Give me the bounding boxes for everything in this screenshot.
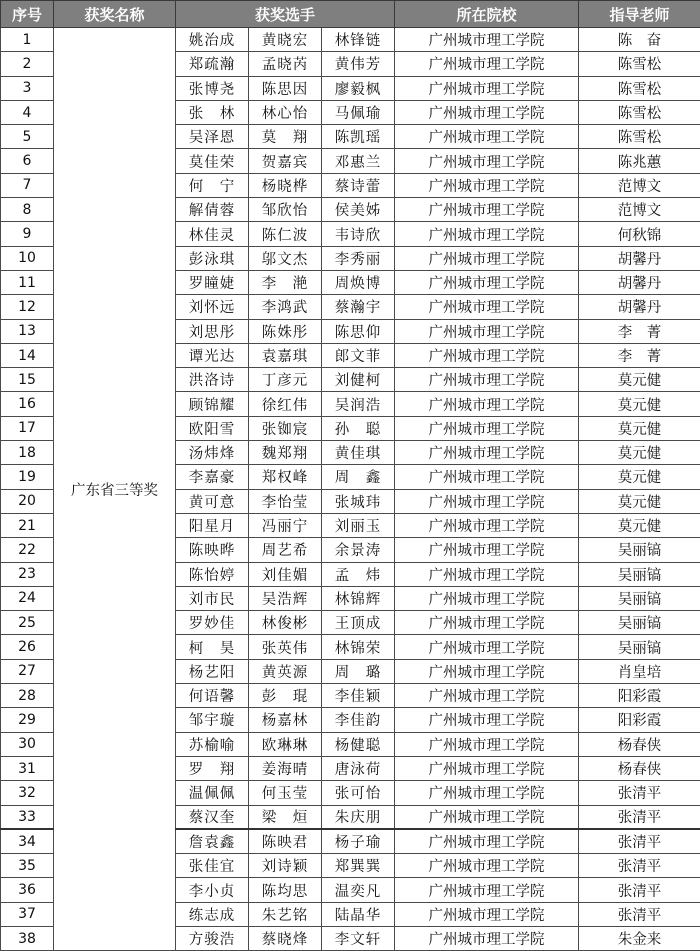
teacher-cell: 陈兆蕙 xyxy=(579,149,700,173)
player-3: 陈凯瑶 xyxy=(322,125,395,149)
player-1: 刘思彤 xyxy=(176,319,249,343)
player-2: 何玉莹 xyxy=(249,781,322,805)
player-2: 吴浩辉 xyxy=(249,586,322,610)
header-players: 获奖选手 xyxy=(176,1,395,28)
school-cell: 广州城市理工学院 xyxy=(395,781,579,805)
row-number: 33 xyxy=(1,805,54,829)
teacher-cell: 陈雪松 xyxy=(579,76,700,100)
player-2: 邬文杰 xyxy=(249,246,322,270)
player-3: 周焕博 xyxy=(322,270,395,294)
row-number: 9 xyxy=(1,222,54,246)
school-cell: 广州城市理工学院 xyxy=(395,829,579,853)
player-2: 杨嘉林 xyxy=(249,708,322,732)
teacher-cell: 范博文 xyxy=(579,198,700,222)
row-number: 15 xyxy=(1,368,54,392)
player-3: 林锦荣 xyxy=(322,635,395,659)
teacher-cell: 吴丽镐 xyxy=(579,562,700,586)
player-2: 彭 琨 xyxy=(249,684,322,708)
school-cell: 广州城市理工学院 xyxy=(395,684,579,708)
school-cell: 广州城市理工学院 xyxy=(395,878,579,902)
player-2: 李 滟 xyxy=(249,270,322,294)
school-cell: 广州城市理工学院 xyxy=(395,198,579,222)
row-number: 10 xyxy=(1,246,54,270)
player-1: 练志成 xyxy=(176,902,249,926)
teacher-cell: 莫元健 xyxy=(579,513,700,537)
school-cell: 广州城市理工学院 xyxy=(395,52,579,76)
player-3: 李秀丽 xyxy=(322,246,395,270)
row-number: 1 xyxy=(1,28,54,52)
row-number: 21 xyxy=(1,513,54,537)
school-cell: 广州城市理工学院 xyxy=(395,392,579,416)
row-number: 4 xyxy=(1,100,54,124)
school-cell: 广州城市理工学院 xyxy=(395,100,579,124)
row-number: 7 xyxy=(1,173,54,197)
player-1: 莫佳荣 xyxy=(176,149,249,173)
player-1: 罗 翔 xyxy=(176,756,249,780)
row-number: 31 xyxy=(1,756,54,780)
teacher-cell: 张清平 xyxy=(579,829,700,853)
player-2: 欧琳琳 xyxy=(249,732,322,756)
player-2: 徐红伟 xyxy=(249,392,322,416)
player-1: 陈怡婷 xyxy=(176,562,249,586)
player-1: 林佳灵 xyxy=(176,222,249,246)
row-number: 5 xyxy=(1,125,54,149)
player-1: 姚治成 xyxy=(176,28,249,52)
school-cell: 广州城市理工学院 xyxy=(395,513,579,537)
player-3: 吴润浩 xyxy=(322,392,395,416)
player-2: 陈映君 xyxy=(249,829,322,853)
player-3: 林锋链 xyxy=(322,28,395,52)
player-1: 汤炜烽 xyxy=(176,441,249,465)
player-3: 陆晶华 xyxy=(322,902,395,926)
player-1: 张博尧 xyxy=(176,76,249,100)
player-1: 罗瞳婕 xyxy=(176,270,249,294)
row-number: 26 xyxy=(1,635,54,659)
player-3: 李文轩 xyxy=(322,926,395,950)
player-3: 王顶成 xyxy=(322,611,395,635)
school-cell: 广州城市理工学院 xyxy=(395,343,579,367)
row-number: 37 xyxy=(1,902,54,926)
player-1: 张 林 xyxy=(176,100,249,124)
school-cell: 广州城市理工学院 xyxy=(395,611,579,635)
player-1: 杨艺阳 xyxy=(176,659,249,683)
player-1: 何 宁 xyxy=(176,173,249,197)
teacher-cell: 李 菁 xyxy=(579,319,700,343)
teacher-cell: 张清平 xyxy=(579,781,700,805)
school-cell: 广州城市理工学院 xyxy=(395,756,579,780)
player-1: 詹袁鑫 xyxy=(176,829,249,853)
teacher-cell: 范博文 xyxy=(579,173,700,197)
player-3: 杨健聪 xyxy=(322,732,395,756)
teacher-cell: 阳彩霞 xyxy=(579,708,700,732)
player-1: 张佳宜 xyxy=(176,854,249,878)
player-1: 何语馨 xyxy=(176,684,249,708)
player-2: 莫 翔 xyxy=(249,125,322,149)
teacher-cell: 陈 奋 xyxy=(579,28,700,52)
player-1: 阳星月 xyxy=(176,513,249,537)
player-3: 韦诗欣 xyxy=(322,222,395,246)
player-3: 黄伟芳 xyxy=(322,52,395,76)
row-number: 20 xyxy=(1,489,54,513)
header-row xyxy=(1,1,700,28)
row-number: 19 xyxy=(1,465,54,489)
row-number: 3 xyxy=(1,76,54,100)
school-cell: 广州城市理工学院 xyxy=(395,586,579,610)
player-1: 欧阳雪 xyxy=(176,416,249,440)
player-2: 丁彦元 xyxy=(249,368,322,392)
header-no: 序号 xyxy=(1,1,54,28)
row-number: 32 xyxy=(1,781,54,805)
player-1: 洪洛诗 xyxy=(176,368,249,392)
row-number: 14 xyxy=(1,343,54,367)
school-cell: 广州城市理工学院 xyxy=(395,659,579,683)
teacher-cell: 莫元健 xyxy=(579,441,700,465)
teacher-cell: 胡馨丹 xyxy=(579,270,700,294)
player-2: 魏郑翔 xyxy=(249,441,322,465)
school-cell: 广州城市理工学院 xyxy=(395,319,579,343)
player-3: 陈思仰 xyxy=(322,319,395,343)
row-number: 2 xyxy=(1,52,54,76)
player-3: 侯美姊 xyxy=(322,198,395,222)
player-3: 孙 聪 xyxy=(322,416,395,440)
player-2: 姜海晴 xyxy=(249,756,322,780)
school-cell: 广州城市理工学院 xyxy=(395,538,579,562)
player-1: 罗妙佳 xyxy=(176,611,249,635)
row-number: 36 xyxy=(1,878,54,902)
school-cell: 广州城市理工学院 xyxy=(395,270,579,294)
teacher-cell: 莫元健 xyxy=(579,416,700,440)
school-cell: 广州城市理工学院 xyxy=(395,805,579,829)
row-number: 27 xyxy=(1,659,54,683)
player-1: 郑疏瀚 xyxy=(176,52,249,76)
row-number: 34 xyxy=(1,829,54,853)
teacher-cell: 吴丽镐 xyxy=(579,611,700,635)
player-3: 温奕凡 xyxy=(322,878,395,902)
row-number: 13 xyxy=(1,319,54,343)
teacher-cell: 莫元健 xyxy=(579,368,700,392)
school-cell: 广州城市理工学院 xyxy=(395,441,579,465)
player-2: 黄英源 xyxy=(249,659,322,683)
row-number: 25 xyxy=(1,611,54,635)
row-number: 11 xyxy=(1,270,54,294)
player-1: 方骏浩 xyxy=(176,926,249,950)
school-cell: 广州城市理工学院 xyxy=(395,416,579,440)
player-1: 蔡汉奎 xyxy=(176,805,249,829)
teacher-cell: 张清平 xyxy=(579,854,700,878)
teacher-cell: 陈雪松 xyxy=(579,125,700,149)
player-3: 唐泳荷 xyxy=(322,756,395,780)
player-1: 陈映晔 xyxy=(176,538,249,562)
teacher-cell: 杨春侠 xyxy=(579,756,700,780)
player-2: 林心怡 xyxy=(249,100,322,124)
row-number: 17 xyxy=(1,416,54,440)
school-cell: 广州城市理工学院 xyxy=(395,926,579,950)
player-1: 李小贞 xyxy=(176,878,249,902)
teacher-cell: 胡馨丹 xyxy=(579,295,700,319)
player-1: 温佩佩 xyxy=(176,781,249,805)
player-1: 苏榆喻 xyxy=(176,732,249,756)
player-3: 周 鑫 xyxy=(322,465,395,489)
player-2: 贺嘉宾 xyxy=(249,149,322,173)
table-body xyxy=(1,28,700,951)
school-cell: 广州城市理工学院 xyxy=(395,173,579,197)
player-2: 李鸿武 xyxy=(249,295,322,319)
teacher-cell: 陈雪松 xyxy=(579,100,700,124)
school-cell: 广州城市理工学院 xyxy=(395,125,579,149)
player-2: 邹欣怡 xyxy=(249,198,322,222)
player-1: 刘怀远 xyxy=(176,295,249,319)
school-cell: 广州城市理工学院 xyxy=(395,295,579,319)
row-number: 22 xyxy=(1,538,54,562)
player-2: 黄晓宏 xyxy=(249,28,322,52)
row-number: 16 xyxy=(1,392,54,416)
player-2: 孟晓芮 xyxy=(249,52,322,76)
header-school: 所在院校 xyxy=(395,1,579,28)
teacher-cell: 莫元健 xyxy=(579,392,700,416)
player-2: 梁 烜 xyxy=(249,805,322,829)
row-number: 8 xyxy=(1,198,54,222)
school-cell: 广州城市理工学院 xyxy=(395,368,579,392)
teacher-cell: 胡馨丹 xyxy=(579,246,700,270)
row-number: 18 xyxy=(1,441,54,465)
player-3: 马佩瑜 xyxy=(322,100,395,124)
player-1: 柯 昊 xyxy=(176,635,249,659)
player-2: 刘佳媚 xyxy=(249,562,322,586)
teacher-cell: 吴丽镐 xyxy=(579,635,700,659)
player-3: 蔡瀚宇 xyxy=(322,295,395,319)
player-2: 郑权峰 xyxy=(249,465,322,489)
player-3: 林锦辉 xyxy=(322,586,395,610)
player-1: 吴泽恩 xyxy=(176,125,249,149)
school-cell: 广州城市理工学院 xyxy=(395,635,579,659)
row-number: 38 xyxy=(1,926,54,950)
player-3: 郑巽巽 xyxy=(322,854,395,878)
header-award: 获奖名称 xyxy=(54,1,176,28)
school-cell: 广州城市理工学院 xyxy=(395,562,579,586)
player-2: 林俊彬 xyxy=(249,611,322,635)
player-3: 张城玮 xyxy=(322,489,395,513)
player-1: 邹宇璇 xyxy=(176,708,249,732)
player-3: 李佳颖 xyxy=(322,684,395,708)
player-2: 杨晓桦 xyxy=(249,173,322,197)
teacher-cell: 李 菁 xyxy=(579,343,700,367)
player-1: 顾锦耀 xyxy=(176,392,249,416)
player-1: 黄可意 xyxy=(176,489,249,513)
teacher-cell: 张清平 xyxy=(579,902,700,926)
teacher-cell: 张清平 xyxy=(579,878,700,902)
player-3: 孟 炜 xyxy=(322,562,395,586)
award-name-cell: 广东省三等奖 xyxy=(54,28,176,951)
player-3: 廖毅枫 xyxy=(322,76,395,100)
school-cell: 广州城市理工学院 xyxy=(395,28,579,52)
row-number: 30 xyxy=(1,732,54,756)
player-2: 朱艺铭 xyxy=(249,902,322,926)
player-2: 张英伟 xyxy=(249,635,322,659)
table-row xyxy=(1,28,700,52)
player-2: 蔡晓烽 xyxy=(249,926,322,950)
player-3: 余景涛 xyxy=(322,538,395,562)
teacher-cell: 吴丽镐 xyxy=(579,538,700,562)
player-3: 周 璐 xyxy=(322,659,395,683)
player-2: 陈思因 xyxy=(249,76,322,100)
player-3: 黄佳琪 xyxy=(322,441,395,465)
player-3: 刘健柯 xyxy=(322,368,395,392)
row-number: 28 xyxy=(1,684,54,708)
school-cell: 广州城市理工学院 xyxy=(395,149,579,173)
player-1: 刘市民 xyxy=(176,586,249,610)
teacher-cell: 莫元健 xyxy=(579,465,700,489)
teacher-cell: 莫元健 xyxy=(579,489,700,513)
teacher-cell: 陈雪松 xyxy=(579,52,700,76)
row-number: 29 xyxy=(1,708,54,732)
player-2: 陈均思 xyxy=(249,878,322,902)
player-3: 杨子瑜 xyxy=(322,829,395,853)
player-2: 袁嘉琪 xyxy=(249,343,322,367)
school-cell: 广州城市理工学院 xyxy=(395,902,579,926)
player-2: 李怡莹 xyxy=(249,489,322,513)
player-3: 刘丽玉 xyxy=(322,513,395,537)
school-cell: 广州城市理工学院 xyxy=(395,246,579,270)
school-cell: 广州城市理工学院 xyxy=(395,489,579,513)
school-cell: 广州城市理工学院 xyxy=(395,76,579,100)
row-number: 23 xyxy=(1,562,54,586)
player-1: 谭光达 xyxy=(176,343,249,367)
player-2: 冯丽宁 xyxy=(249,513,322,537)
player-2: 周艺希 xyxy=(249,538,322,562)
player-3: 郎文菲 xyxy=(322,343,395,367)
row-number: 12 xyxy=(1,295,54,319)
school-cell: 广州城市理工学院 xyxy=(395,222,579,246)
teacher-cell: 肖皇培 xyxy=(579,659,700,683)
player-3: 邓惠兰 xyxy=(322,149,395,173)
teacher-cell: 朱金来 xyxy=(579,926,700,950)
player-2: 陈仁波 xyxy=(249,222,322,246)
school-cell: 广州城市理工学院 xyxy=(395,854,579,878)
teacher-cell: 吴丽镐 xyxy=(579,586,700,610)
player-1: 李嘉豪 xyxy=(176,465,249,489)
player-3: 张可怡 xyxy=(322,781,395,805)
player-1: 解倩蓉 xyxy=(176,198,249,222)
player-3: 蔡诗蕾 xyxy=(322,173,395,197)
player-3: 李佳韵 xyxy=(322,708,395,732)
player-2: 陈姝彤 xyxy=(249,319,322,343)
row-number: 35 xyxy=(1,854,54,878)
row-number: 6 xyxy=(1,149,54,173)
player-2: 张铷宸 xyxy=(249,416,322,440)
teacher-cell: 阳彩霞 xyxy=(579,684,700,708)
teacher-cell: 何秋锦 xyxy=(579,222,700,246)
player-1: 彭泳琪 xyxy=(176,246,249,270)
row-number: 24 xyxy=(1,586,54,610)
header-teacher: 指导老师 xyxy=(579,1,700,28)
teacher-cell: 杨春侠 xyxy=(579,732,700,756)
school-cell: 广州城市理工学院 xyxy=(395,465,579,489)
school-cell: 广州城市理工学院 xyxy=(395,708,579,732)
teacher-cell: 张清平 xyxy=(579,805,700,829)
school-cell: 广州城市理工学院 xyxy=(395,732,579,756)
player-3: 朱庆朋 xyxy=(322,805,395,829)
player-2: 刘诗颖 xyxy=(249,854,322,878)
